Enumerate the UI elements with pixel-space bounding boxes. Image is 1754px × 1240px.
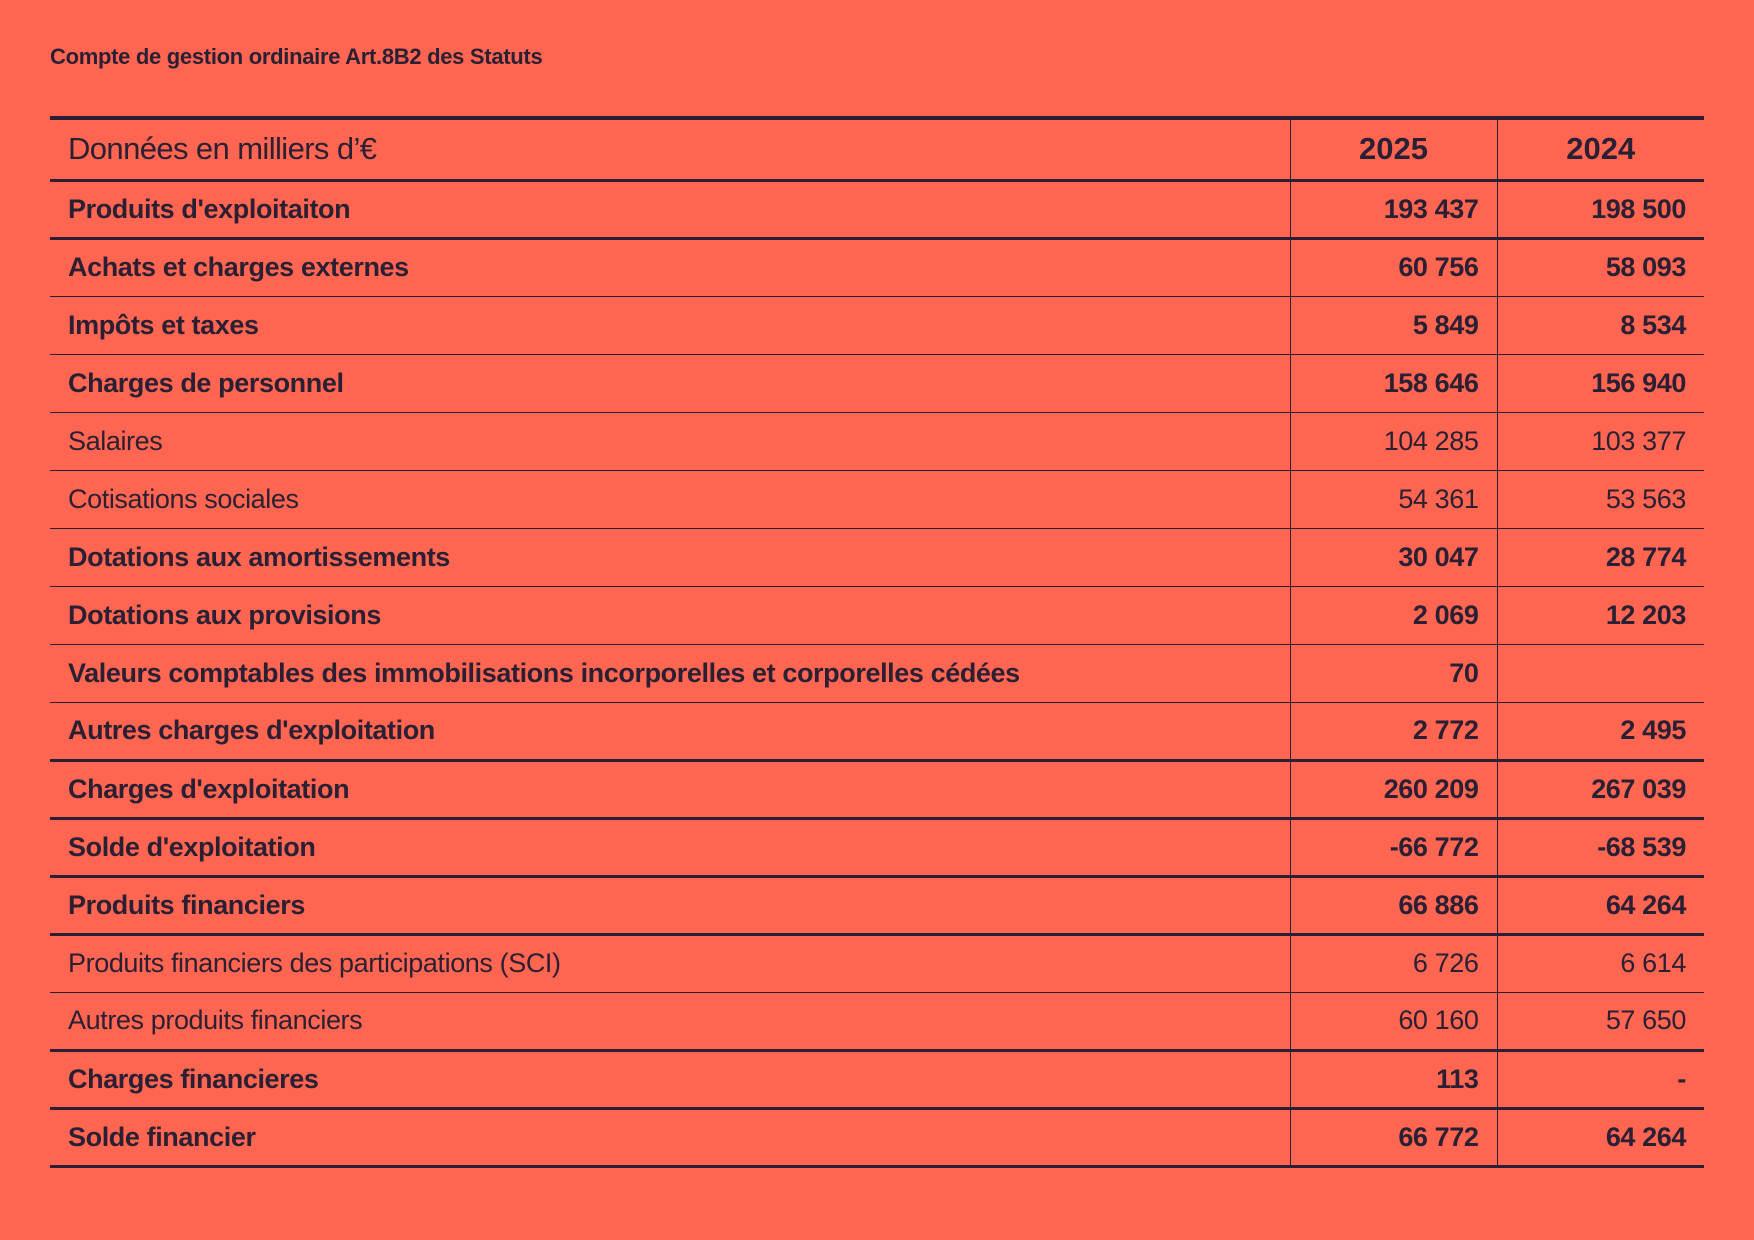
value-2025: 60 756 xyxy=(1290,238,1497,296)
table-header-row xyxy=(50,118,1704,180)
table-row xyxy=(50,1050,1704,1108)
value-2024: 57 650 xyxy=(1497,992,1704,1050)
table-row xyxy=(50,180,1704,238)
document-title: Compte de gestion ordinaire Art.8B2 des Statuts xyxy=(50,44,543,69)
value-2024: 156 940 xyxy=(1497,354,1704,412)
value-2024: 103 377 xyxy=(1497,412,1704,470)
value-2024: 53 563 xyxy=(1497,470,1704,528)
financial-table xyxy=(50,116,1704,1168)
table-row xyxy=(50,992,1704,1050)
row-label: Dotations aux amortissements xyxy=(50,528,1290,586)
row-label: Autres produits financiers xyxy=(50,992,1290,1050)
value-2025: 30 047 xyxy=(1290,528,1497,586)
value-2025: 6 726 xyxy=(1290,934,1497,992)
table-row xyxy=(50,528,1704,586)
value-2024: 64 264 xyxy=(1497,1108,1704,1166)
value-2025: 2 069 xyxy=(1290,586,1497,644)
value-2024: 267 039 xyxy=(1497,760,1704,818)
table-row xyxy=(50,296,1704,354)
value-2025: -66 772 xyxy=(1290,818,1497,876)
value-2024 xyxy=(1497,644,1704,702)
row-label: Produits financiers des participations (SCI) xyxy=(50,934,1290,992)
table-row xyxy=(50,760,1704,818)
value-2025: 193 437 xyxy=(1290,180,1497,238)
table-row xyxy=(50,644,1704,702)
value-2025: 66 886 xyxy=(1290,876,1497,934)
row-label: Impôts et taxes xyxy=(50,296,1290,354)
table-row xyxy=(50,934,1704,992)
value-2024: 58 093 xyxy=(1497,238,1704,296)
value-2024: 198 500 xyxy=(1497,180,1704,238)
row-label: Autres charges d'exploitation xyxy=(50,702,1290,760)
value-2025: 158 646 xyxy=(1290,354,1497,412)
row-label: Salaires xyxy=(50,412,1290,470)
value-2025: 5 849 xyxy=(1290,296,1497,354)
row-label: Dotations aux provisions xyxy=(50,586,1290,644)
value-2025: 54 361 xyxy=(1290,470,1497,528)
table-row xyxy=(50,470,1704,528)
value-2024: 12 203 xyxy=(1497,586,1704,644)
column-header-2025: 2025 xyxy=(1290,118,1497,180)
table-row xyxy=(50,354,1704,412)
value-2024: -68 539 xyxy=(1497,818,1704,876)
value-2024: - xyxy=(1497,1050,1704,1108)
row-label: Achats et charges externes xyxy=(50,238,1290,296)
value-2024: 8 534 xyxy=(1497,296,1704,354)
table-row xyxy=(50,702,1704,760)
value-2025: 260 209 xyxy=(1290,760,1497,818)
value-2025: 60 160 xyxy=(1290,992,1497,1050)
table-row xyxy=(50,412,1704,470)
value-2024: 28 774 xyxy=(1497,528,1704,586)
row-label: Produits d'exploitaiton xyxy=(50,180,1290,238)
table-row xyxy=(50,818,1704,876)
row-label: Solde financier xyxy=(50,1108,1290,1166)
value-2025: 113 xyxy=(1290,1050,1497,1108)
row-label: Produits financiers xyxy=(50,876,1290,934)
table-row xyxy=(50,238,1704,296)
value-2025: 70 xyxy=(1290,644,1497,702)
row-label: Charges d'exploitation xyxy=(50,760,1290,818)
column-header-label: Données en milliers d’€ xyxy=(50,118,1290,180)
table-row xyxy=(50,876,1704,934)
table-row xyxy=(50,586,1704,644)
value-2024: 64 264 xyxy=(1497,876,1704,934)
value-2024: 2 495 xyxy=(1497,702,1704,760)
value-2025: 104 285 xyxy=(1290,412,1497,470)
row-label: Cotisations sociales xyxy=(50,470,1290,528)
column-header-2024: 2024 xyxy=(1497,118,1704,180)
table-row xyxy=(50,1108,1704,1166)
row-label: Charges financieres xyxy=(50,1050,1290,1108)
row-label: Solde d'exploitation xyxy=(50,818,1290,876)
row-label: Valeurs comptables des immobilisations incorporelles et corporelles cédées xyxy=(50,644,1290,702)
value-2025: 66 772 xyxy=(1290,1108,1497,1166)
value-2025: 2 772 xyxy=(1290,702,1497,760)
row-label: Charges de personnel xyxy=(50,354,1290,412)
value-2024: 6 614 xyxy=(1497,934,1704,992)
